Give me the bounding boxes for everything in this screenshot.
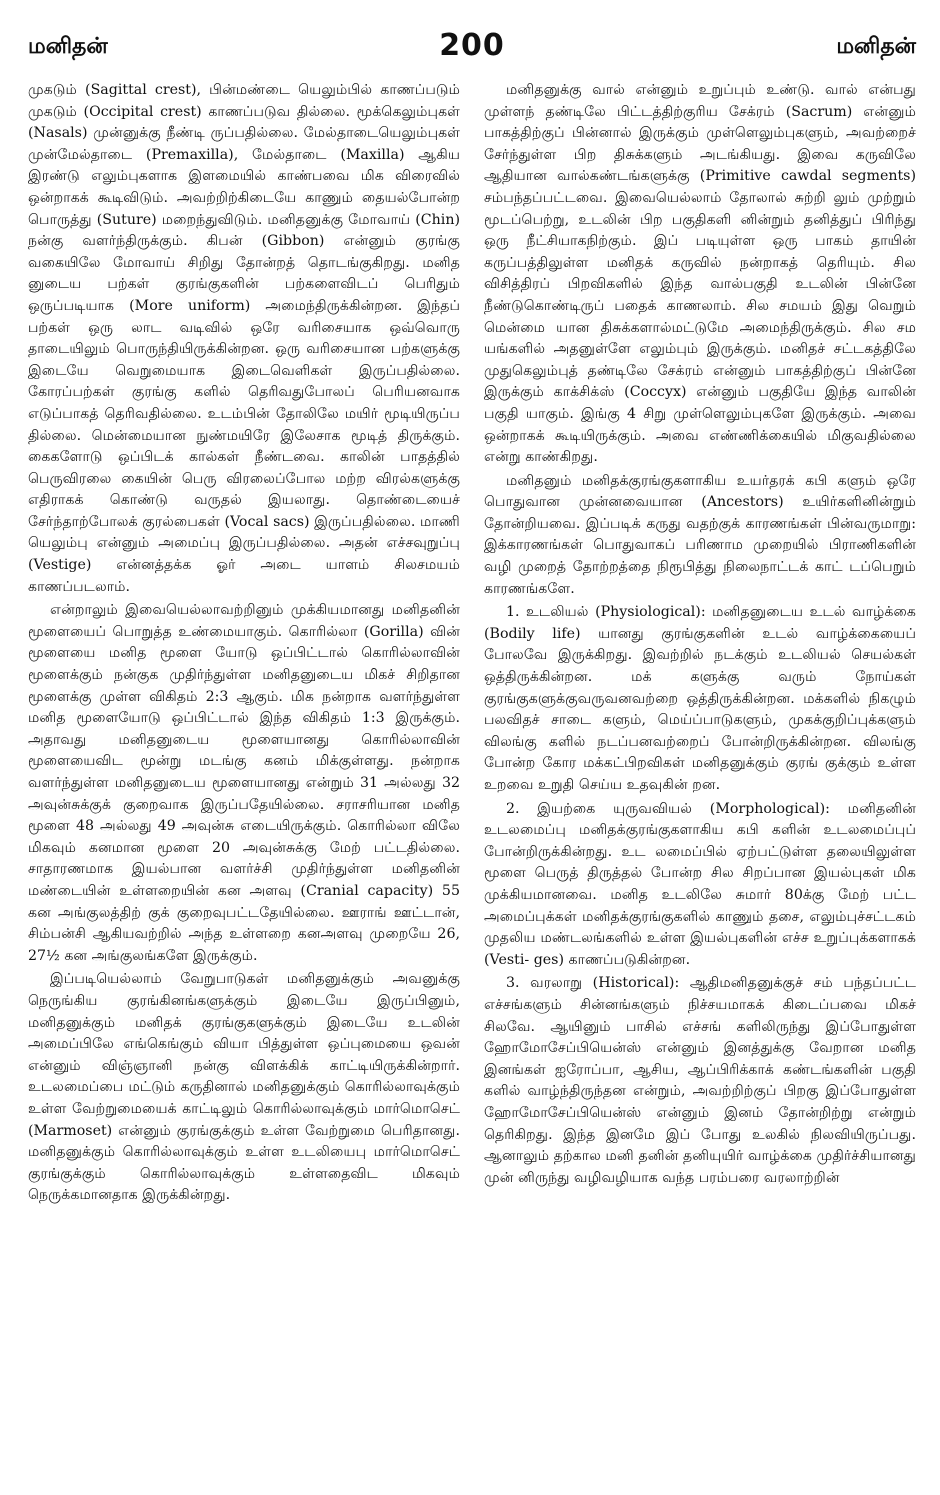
numbered-paragraph: 3. வரலாறு (Historical): ஆதிமனிதனுக்குச் சம் பந்தப்பட்ட எச்சங்களும் சின்னங்களும் நிச்சயமாகக் கிடைப்பவை மிகச் சிலவே. ஆயினும் பாசில் எச்சங் களிலிருந்து இப்போதுள்ள ஹோமோசேப்பியென்ஸ் என்னும் இனத்துக்கு வேறான மனித இனங்கள் ஐரோப்பா, ஆசிய, ஆப்பிரிக்காக் கண்டங்களின் பகுதி களில் வாழ்ந்திருந்தன என்றும், அவற்றிற்குப் பிறகு இப்போதுள்ள ஹோமோசேப்பியென்ஸ் என்னும் இனம் தோன்றிற்று என்றும் தெரிகிறது. இந்த இனமே இப் போது உலகில் நிலவியிருப்பது. ஆனாலும் தற்கால மனி தனின் தனியுயிர் வாழ்க்கை முதிர்ச்சியானது முன் னிருந்து வழிவழியாக வந்த பரம்பரை வரலாற்றின் xyxy=(484,975,916,1186)
right-column xyxy=(484,80,916,1207)
paragraph: முகடும் (Sagittal crest), பின்மண்டை யெலும்பில் காணப்படும் முகடும் (Occipital crest) காணப்படுவ தில்லை. மூக்கெலும்புகள் (Nasals) முன்னுக்கு நீண்டி ருப்பதில்லை. மேல்தாடையெலும்புகள் முன்மேல்தாடை (Premaxilla), மேல்தாடை (Maxilla) ஆகிய இரண்டு எலும்புகளாக இளமையில் காண்பவை மிக விரைவில் ஒன்றாகக் கூடிவிடும். அவற்றிற்கிடையே காணும் தையல்போன்ற பொருத்து (Suture) மறைந்துவிடும். மனிதனுக்கு மோவாய் (Chin) நன்கு வளர்ந்திருக்கும். கிபன் (Gibbon) என்னும் குரங்கு வகையிலே மோவாய் சிறிது தோன்றத் தொடங்குகிறது. மனித னுடைய பற்கள் குரங்குகளின் பற்களைவிடப் பெரிதும் ஒருப்படியாக (More uniform) அமைந்திருக்கின்றன. இந்தப் பற்கள் ஒரு லாட வடிவில் ஒரே வரிசையாக ஒவ்வொரு தாடையிலும் பொருந்தியிருக்கின்றன. ஒரு வரிசையான பற்களுக்கு இடையே வெறுமையாக இடைவெளிகள் இருப்பதில்லை. கோரப்பற்கள் குரங்கு களில் தெரிவதுபோலப் பெரியனவாக எடுப்பாகத் தெரிவதில்லை. உடம்பின் தோலிலே மயிர் மூடியிருப்ப தில்லை. மென்மையான நுண்மயிரே இலேசாக மூடித் திருக்கும். கைகளோடு ஒப்பிடக் கால்கள் நீண்டவை. காலின் பாதத்தில் பெருவிரலை கையின் பெரு விரலைப்போல மற்ற விரல்களுக்கு எதிராகக் கொண்டு வருதல் இயலாது. தொண்டையைச் சேர்ந்தாற்போலக் குரல்பைகள் (Vocal sacs) இருப்பதில்லை. மாணி யெலும்பு என்னும் அமைப்பு இருப்பதில்லை. அதன் எச்சவுறுப்பு (Vestige) என்னத்தக்க ஓர் அடை யாளம் சிலசமயம் காணப்படலாம். xyxy=(28,82,460,595)
page-header xyxy=(28,28,916,80)
two-column-body xyxy=(28,80,916,1207)
paragraph: மனிதனும் மனிதக்குரங்குகளாகிய உயர்தரக் கபி களும் ஒரே பொதுவான முன்னவையான (Ancestors) உயிர்களினின்றும் தோன்றியவை. இப்படிக் கருது வதற்குக் காரணங்கள் பின்வருமாறு: இக்காரணங்கள் பொதுவாகப் பரிணாம முறையில் பிராணிகளின் வழி முறைத் தோற்றத்தை நிரூபித்து நிலைநாட்டக் காட் டப்பெறும் காரணங்களே. xyxy=(484,472,916,597)
left-column xyxy=(28,80,460,1207)
paragraph: இப்படியெல்லாம் வேறுபாடுகள் மனிதனுக்கும் அவனுக்கு நெருங்கிய குரங்கினங்களுக்கும் இடையே இருப்பினும், மனிதனுக்கும் மனிதக் குரங்குகளுக்கும் இடையே உடலின் அமைப்பிலே எங்கெங்கும் வியா பித்துள்ள ஒப்புமையை ஒவன் என்னும் விஞ்ஞானி நன்கு விளக்கிக் காட்டியிருக்கின்றார். உடலமைப்பை மட்டும் கருதினால் மனிதனுக்கும் கொரில்லாவுக்கும் உள்ள வேற்றுமையைக் காட்டிலும் கொரில்லாவுக்கும் மார்மொசெட் (Marmoset) என்னும் குரங்குக்கும் உள்ள வேற்றுமை பெரிதானது. மனிதனுக்கும் கொரில்லாவுக்கும் உள்ள உடலியைபு மார்மொசெட் குரங்குக்கும் கொரில்லாவுக்கும் உள்ளதைவிட மிகவும் நெருக்கமானதாக இருக்கின்றது. xyxy=(28,971,460,1204)
running-title-right: மனிதன் xyxy=(836,34,916,59)
running-title-left: மனிதன் xyxy=(28,34,108,59)
page-number: 200 xyxy=(439,28,505,63)
numbered-paragraph: 1. உடலியல் (Physiological): மனிதனுடைய உடல் வாழ்க்கை (Bodily life) யானது குரங்குகளின் உடல் வாழ்க்கையைப் போலவே இருக்கிறது. இவற்றில் நடக்கும் உடலியல் செயல்கள் ஒத்திருக்கின்றன. மக் களுக்கு வரும் நோய்கள் குரங்குகளுக்குவருவனவற்றை ஒத்திருக்கின்றன. மக்களில் நிகழும் பலவிதச் சாடை களும், மெய்ப்பாடுகளும், முகக்குறிப்புக்களும் விலங்கு களில் நடப்பனவற்றைப் போன்றிருக்கின்றன. விலங்கு போன்ற கோர மக்கட்பிறவிகள் மனிதனுக்கும் குரங் குக்கும் உள்ள உறவை உறுதி செய்ய உதவுகின் றன. xyxy=(484,604,916,793)
paragraph: மனிதனுக்கு வால் என்னும் உறுப்பும் உண்டு. வால் என்பது முள்ளந் தண்டிலே பிட்டத்திற்குரிய சேக்ரம் (Sacrum) என்னும் பாகத்திற்குப் பின்னால் இருக்கும் முள்ளெலும்புகளும், அவற்றைச் சேர்ந்துள்ள பிற திசுக்களும் அடங்கியது. இவை கருவிலே ஆதியான வால்கண்டங்களுக்கு (Primitive cawdal segments) சம்பந்தப்பட்டவை. இவையெல்லாம் தோலால் சுற்றி லும் முற்றும் மூடப்பெற்று, உடலின் பிற பகுதிகளி னின்றும் தனித்துப் பிரிந்து ஒரு நீட்சியாகநிற்கும். இப் படியுள்ள ஒரு பாகம் தாயின் கருப்பத்திலுள்ள மனிதக் கருவில் நன்றாகத் தெரியும். சில விசித்திரப் பிறவிகளில் இந்த வால்பகுதி உடலின் பின்னே நீண்டுகொண்டிருப் பதைக் காணலாம். சில சமயம் இது வெறும் மென்மை யான திசுக்களால்மட்டுமே அமைந்திருக்கும். சில சம யங்களில் அதனுள்ளே எலும்பும் இருக்கும். மனிதச் சட்டகத்திலே முதுகெலும்புத் தண்டிலே சேக்ரம் என்னும் பாகத்திற்குப் பின்னே இருக்கும் காக்சிக்ஸ் (Coccyx) என்னும் பகுதியே இந்த வாலின் பகுதி யாகும். இங்கு 4 சிறு முள்ளெலும்புகளே இருக்கும். அவை ஒன்றாகக் கூடியிருக்கும். அவை எண்ணிக்கையில் மிகுவதில்லை என்று காண்கிறது. xyxy=(484,82,916,466)
numbered-paragraph: 2. இயற்கை யுருவவியல் (Morphological): மனிதனின் உடலமைப்பு மனிதக்குரங்குகளாகிய கபி களின் உடலமைப்புப் போன்றிருக்கின்றது. உட லமைப்பில் ஏற்பட்டுள்ள தலையிலுள்ள மூளை பெருத் திருத்தல் போன்ற சில சிறப்பான இயல்புகள் மிக முக்கியமானவை. மனித உடலிலே சுமார் 80க்கு மேற் பட்ட அமைப்புக்கள் மனிதக்குரங்குகளில் காணும் தசை, எலும்புச்சட்டகம் முதலிய மண்டலங்களில் உள்ள இயல்புகளின் எச்ச உறுப்புக்களாகக் (Vesti- ges) காணப்படுகின்றன. xyxy=(484,800,916,968)
paragraph: என்றாலும் இவையெல்லாவற்றினும் முக்கியமானது மனிதனின் மூளையைப் பொறுத்த உண்மையாகும். கொரில்லா (Gorilla) வின் மூளையை மனித மூளை யோடு ஒப்பிட்டால் கொரில்லாவின் மூளைக்கும் நன்குக முதிர்ந்துள்ள மனிதனுடைய மிகச் சிறிதான மூளைக்கு முள்ள விகிதம் 2:3 ஆகும். மிக நன்றாக வளர்ந்துள்ள மனித மூளையோடு ஒப்பிட்டால் இந்த விகிதம் 1:3 இருக்கும். அதாவது மனிதனுடைய மூளையானது கொரில்லாவின் மூளையைவிட மூன்று மடங்கு கனம் மிக்குள்ளது. நன்றாக வளர்ந்துள்ள மனிதனுடைய மூளையானது என்றும் 31 அல்லது 32 அவுன்சுக்குக் குறைவாக இருப்பதேயில்லை. சராசரியான மனித மூளை 48 அல்லது 49 அவுன்சு எடையிருக்கும். கொரில்லா விலே மிகவும் கனமான மூளை 20 அவுன்சுக்கு மேற் பட்டதில்லை. சாதாரணமாக இயல்பான வளர்ச்சி முதிர்ந்துள்ள மனிதனின் மண்டையின் உள்ளறையின் கன அளவு (Cranial capacity) 55 கன அங்குலத்திற் குக் குறைவுபட்டதேயில்லை. ஊராங் ஊட்டான், சிம்பன்சி ஆகியவற்றில் அந்த உள்ளறை கனஅளவு முறையே 26, 27½ கன அங்குலங்களே இருக்கும். xyxy=(28,602,460,964)
